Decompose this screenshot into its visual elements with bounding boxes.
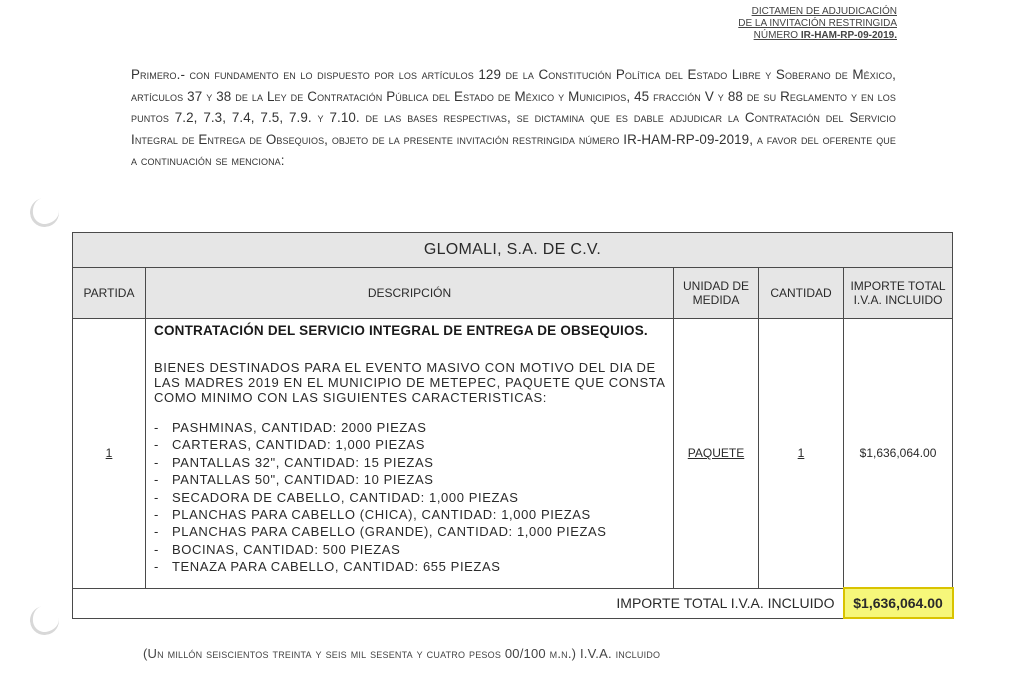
description-items	[154, 419, 665, 576]
header-descripcion: DESCRIPCIÓN	[146, 268, 674, 319]
list-item: - CARTERAS, CANTIDAD: 1,000 PIEZAS	[154, 436, 665, 453]
list-item: - PLANCHAS PARA CABELLO (CHICA), CANTIDAD: 1,000 PIEZAS	[154, 506, 665, 523]
award-table	[72, 232, 954, 619]
row-cantidad: 1	[759, 319, 844, 589]
header-number-prefix: NÚMERO	[753, 30, 801, 41]
row-descripcion	[146, 319, 674, 589]
total-label: IMPORTE TOTAL I.V.A. INCLUIDO	[73, 588, 844, 618]
binder-hole-bottom	[28, 604, 62, 638]
amount-in-words: (Un millón seiscientos treinta y seis mil sesenta y cuatro pesos 00/100 m.n.) I.V.A. incluido	[143, 646, 661, 661]
list-item: - PANTALLAS 32", CANTIDAD: 15 PIEZAS	[154, 454, 665, 471]
table-header-row	[73, 268, 953, 319]
header-partida: PARTIDA	[73, 268, 146, 319]
list-item: - SECADORA DE CABELLO, CANTIDAD: 1,000 PIEZAS	[154, 489, 665, 506]
row-importe: $1,636,064.00	[844, 319, 953, 589]
description-intro: BIENES DESTINADOS PARA EL EVENTO MASIVO CON MOTIVO DEL DIA DE LAS MADRES 2019 EN EL MUNICIPIO DE METEPEC, PAQUETE QUE CONSTA COMO MINIMO CON LAS SIGUIENTES CARACTERISTICAS:	[154, 360, 665, 405]
award-paragraph: Primero.- con fundamento en lo dispuesto por los artículos 129 de la Constitución Política del Estado Libre y Soberano de México, artículos 37 y 38 de la Ley de Contratación Pública del Estado de México y Municipios, 45 fracción V y 88 de su Reglamento y en los puntos 7.2, 7.3, 7.4, 7.5, 7.9. y 7.10. de las bases respectivas, se dictamina que es dable adjudicar la Contratación del Servicio Integral de Entrega de Obsequios, objeto de la presente invitación restringida número IR-HAM-RP-09-2019, a favor del oferente que a continuación se menciona:	[131, 67, 897, 169]
list-item: - TENAZA PARA CABELLO, CANTIDAD: 655 PIEZAS	[154, 558, 665, 575]
header-line-2: DE LA INVITACIÓN RESTRINGIDA	[738, 18, 897, 29]
binder-hole-top	[28, 196, 62, 230]
table-row	[73, 319, 953, 589]
list-item: - PANTALLAS 50", CANTIDAD: 10 PIEZAS	[154, 471, 665, 488]
company-row	[73, 233, 953, 268]
list-item: - PLANCHAS PARA CABELLO (GRANDE), CANTIDAD: 1,000 PIEZAS	[154, 523, 665, 540]
description-title: CONTRATACIÓN DEL SERVICIO INTEGRAL DE ENTREGA DE OBSEQUIOS.	[154, 323, 648, 338]
header-line-1: DICTAMEN DE ADJUDICACIÓN	[751, 6, 897, 17]
total-row	[73, 588, 953, 618]
document-reference-header	[738, 6, 897, 42]
header-number: IR-HAM-RP-09-2019.	[800, 30, 897, 41]
header-line-3	[738, 30, 897, 42]
header-cantidad: CANTIDAD	[759, 268, 844, 319]
list-item: - PASHMINAS, CANTIDAD: 2000 PIEZAS	[154, 419, 665, 436]
row-unidad: PAQUETE	[674, 319, 759, 589]
header-unidad: UNIDAD DE MEDIDA	[674, 268, 759, 319]
row-partida: 1	[73, 319, 146, 589]
list-item: - BOCINAS, CANTIDAD: 500 PIEZAS	[154, 541, 665, 558]
header-importe: IMPORTE TOTAL I.V.A. INCLUIDO	[844, 268, 953, 319]
company-name: GLOMALI, S.A. DE C.V.	[73, 233, 953, 268]
total-value: $1,636,064.00	[844, 588, 953, 618]
